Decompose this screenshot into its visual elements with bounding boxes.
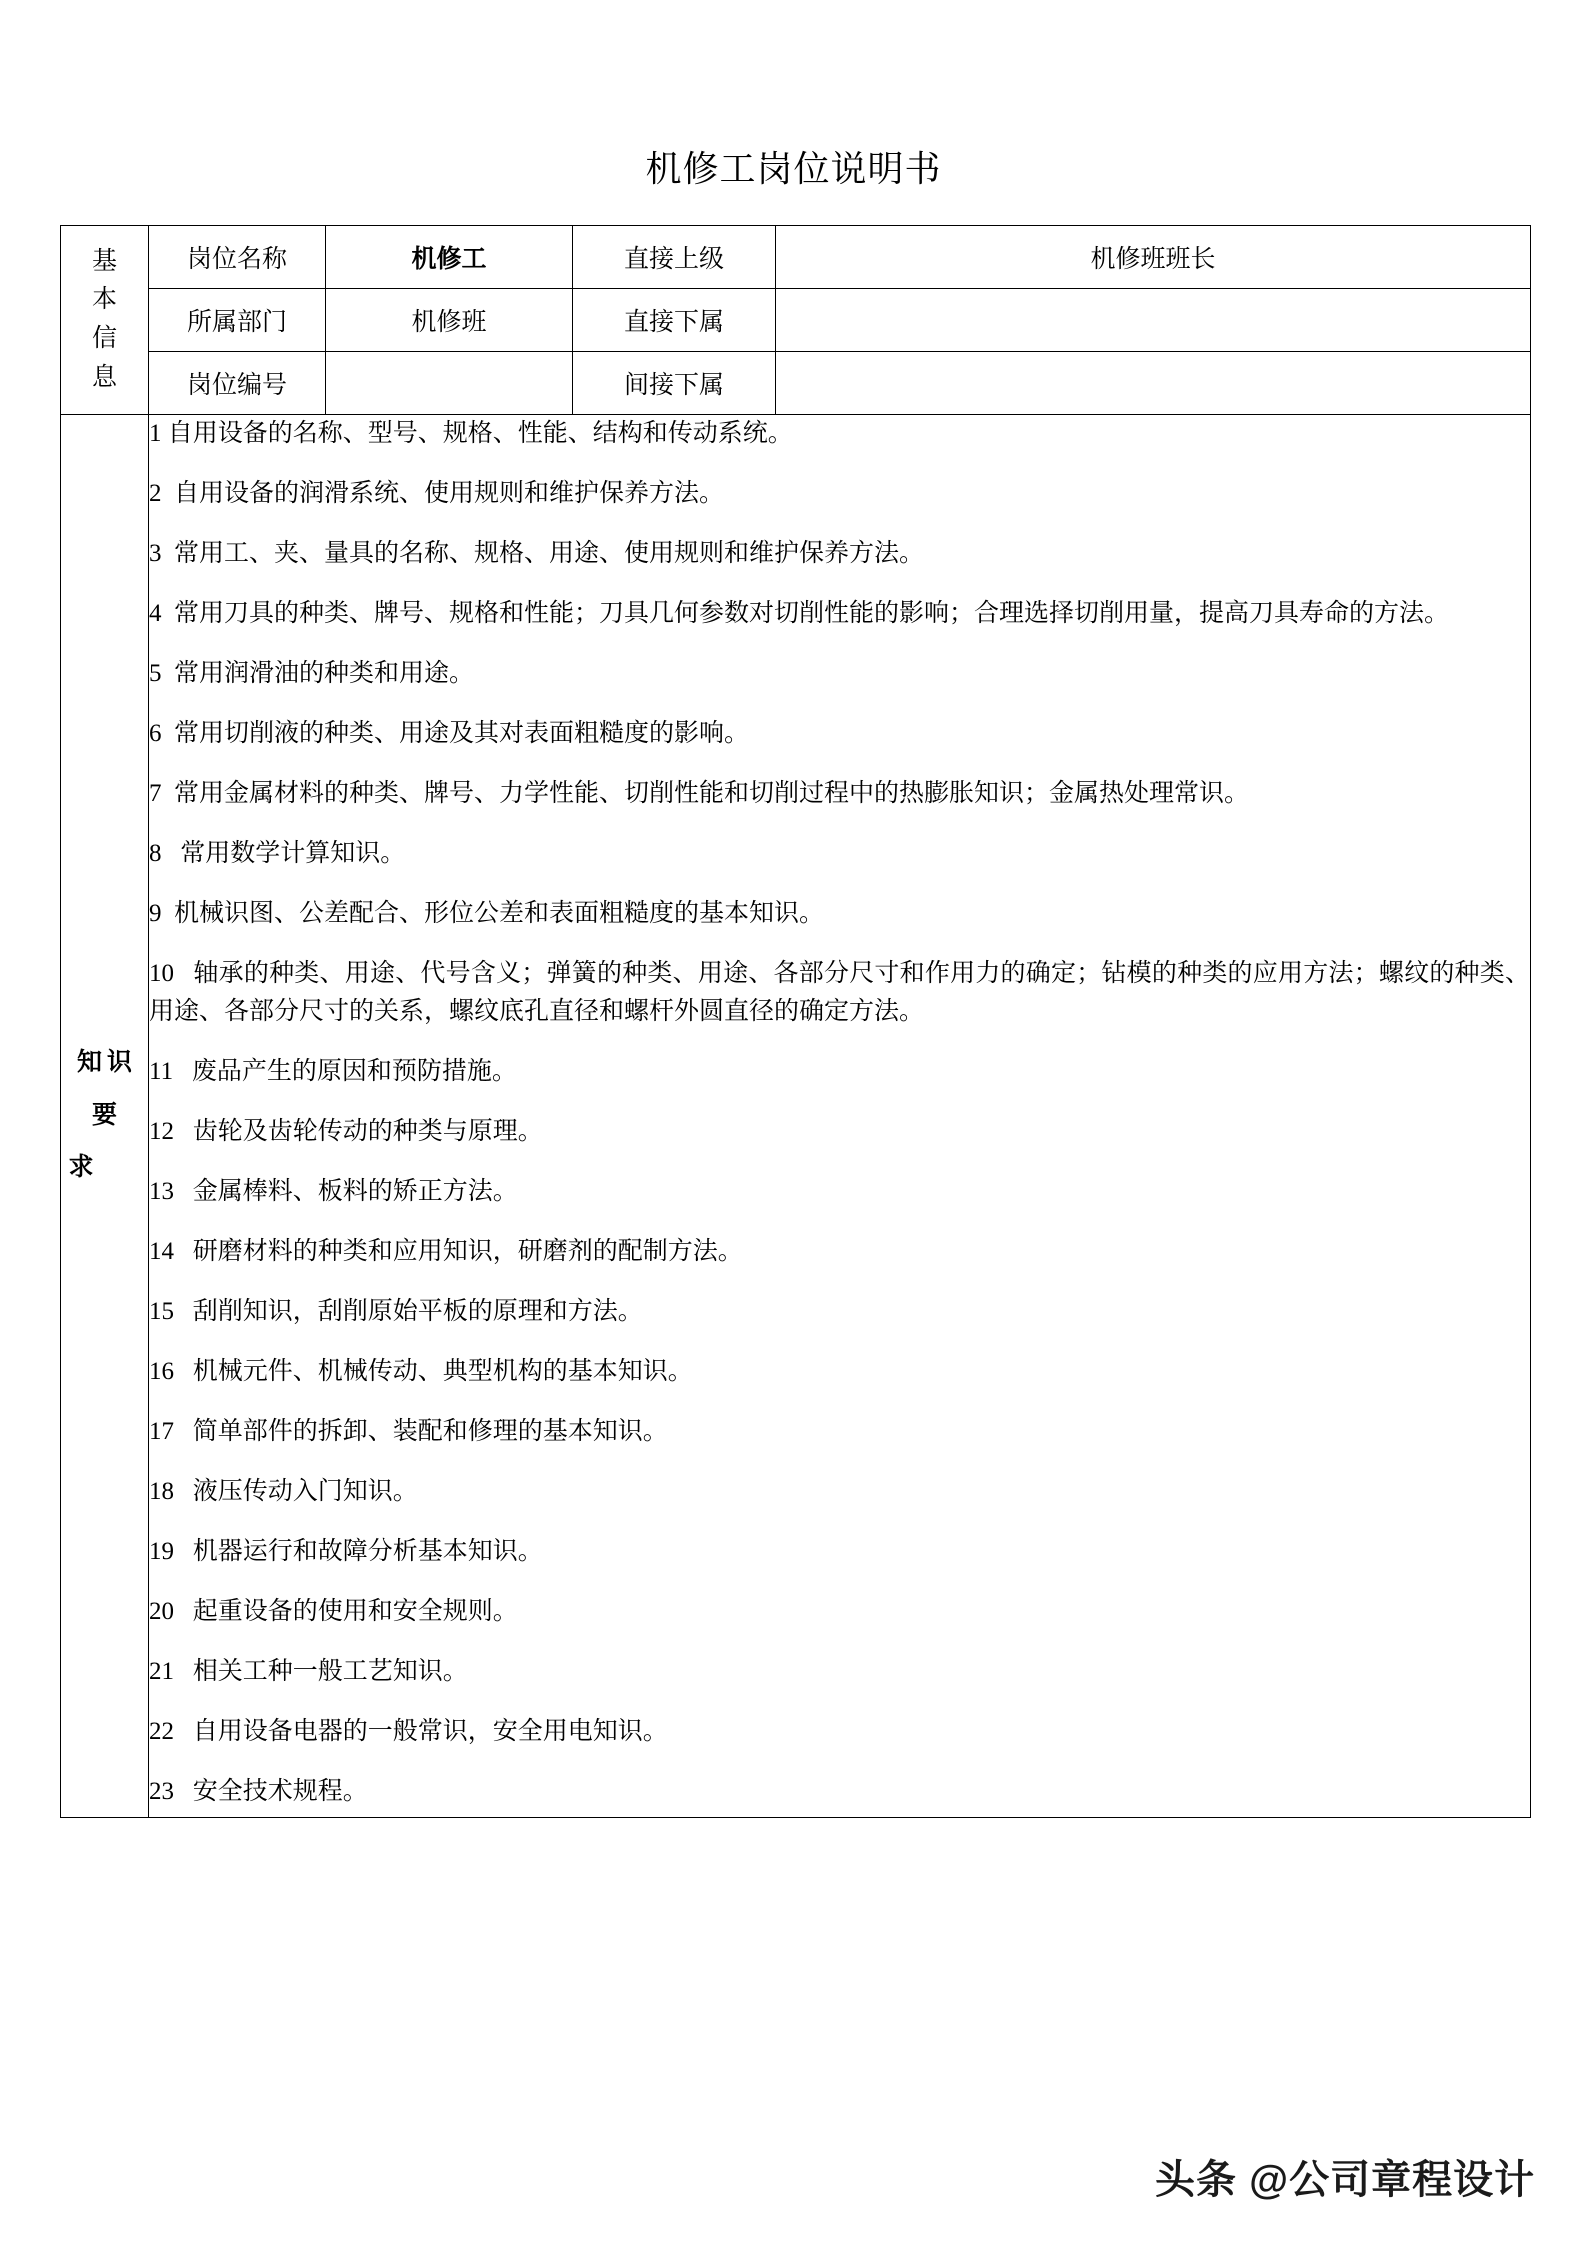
list-item: 22 自用设备电器的一般常识，安全用电知识。	[149, 1718, 668, 1745]
field-value-department: 机修班	[326, 289, 573, 352]
knowledge-label-line1: 知识要	[76, 1049, 137, 1129]
basic-info-label-char: 信	[91, 325, 117, 352]
field-value-direct-superior: 机修班班长	[776, 226, 1531, 289]
list-item: 15 刮削知识，刮削原始平板的原理和方法。	[149, 1298, 643, 1325]
table-row	[61, 415, 1531, 1818]
list-item: 11 废品产生的原因和预防措施。	[149, 1058, 517, 1085]
list-item: 8 常用数学计算知识。	[149, 840, 406, 867]
field-label-direct-subordinate: 直接下属	[573, 289, 776, 352]
field-label-indirect-subordinate: 间接下属	[573, 352, 776, 415]
field-label-position-code: 岗位编号	[149, 352, 326, 415]
field-label-department: 所属部门	[149, 289, 326, 352]
field-value-position-name: 机修工	[326, 226, 573, 289]
list-item: 14 研磨材料的种类和应用知识，研磨剂的配制方法。	[149, 1238, 743, 1265]
list-item: 13 金属棒料、板料的矫正方法。	[149, 1178, 518, 1205]
list-item: 20 起重设备的使用和安全规则。	[149, 1598, 518, 1625]
list-item: 10 轴承的种类、用途、代号含义；弹簧的种类、用途、各部分尺寸和作用力的确定；钻模的种类的应用方法；螺纹的种类、用途、各部分尺寸的关系，螺纹底孔直径和螺杆外圆直径的确定方法。	[149, 960, 1530, 1025]
field-value-position-code	[326, 352, 573, 415]
watermark: 头条 @公司章程设计	[1155, 2158, 1536, 2202]
field-label-direct-superior: 直接上级	[573, 226, 776, 289]
basic-info-label-char: 息	[91, 363, 117, 391]
list-item: 3 常用工、夹、量具的名称、规格、用途、使用规则和维护保养方法。	[149, 540, 925, 567]
field-value-direct-subordinate	[776, 289, 1531, 352]
list-item: 4 常用刀具的种类、牌号、规格和性能；刀具几何参数对切削性能的影响；合理选择切削用量，提高刀具寿命的方法。	[149, 600, 1450, 627]
knowledge-label-line2: 求	[68, 1154, 99, 1182]
knowledge-requirements-row-label	[61, 415, 149, 1818]
page-title: 机修工岗位说明书	[645, 149, 942, 189]
list-item: 23 安全技术规程。	[149, 1778, 368, 1805]
knowledge-requirements-list	[149, 415, 1531, 1818]
field-value-indirect-subordinate	[776, 352, 1531, 415]
list-item: 16 机械元件、机械传动、典型机构的基本知识。	[149, 1358, 693, 1385]
table-row	[61, 352, 1531, 415]
list-item: 19 机器运行和故障分析基本知识。	[149, 1538, 543, 1565]
list-item: 21 相关工种一般工艺知识。	[149, 1658, 468, 1685]
list-item: 2 自用设备的润滑系统、使用规则和维护保养方法。	[149, 480, 725, 507]
list-item: 17 简单部件的拆卸、装配和修理的基本知识。	[149, 1418, 668, 1445]
table-row	[61, 226, 1531, 289]
list-item: 12 齿轮及齿轮传动的种类与原理。	[149, 1118, 543, 1145]
basic-info-row-label	[61, 226, 149, 415]
list-item: 6 常用切削液的种类、用途及其对表面粗糙度的影响。	[149, 720, 750, 747]
list-item: 7 常用金属材料的种类、牌号、力学性能、切削性能和切削过程中的热膨胀知识；金属热处理常识。	[149, 780, 1250, 807]
basic-info-label-char: 本	[91, 286, 117, 314]
list-item: 18 液压传动入门知识。	[149, 1478, 418, 1505]
job-description-table	[60, 225, 1531, 1818]
list-item: 9 机械识图、公差配合、形位公差和表面粗糙度的基本知识。	[149, 900, 825, 927]
basic-info-label-char: 基	[91, 247, 117, 275]
field-label-position-name: 岗位名称	[149, 226, 326, 289]
list-item: 5 常用润滑油的种类和用途。	[149, 660, 475, 687]
table-row	[61, 289, 1531, 352]
list-item: 1 自用设备的名称、型号、规格、性能、结构和传动系统。	[149, 420, 793, 447]
